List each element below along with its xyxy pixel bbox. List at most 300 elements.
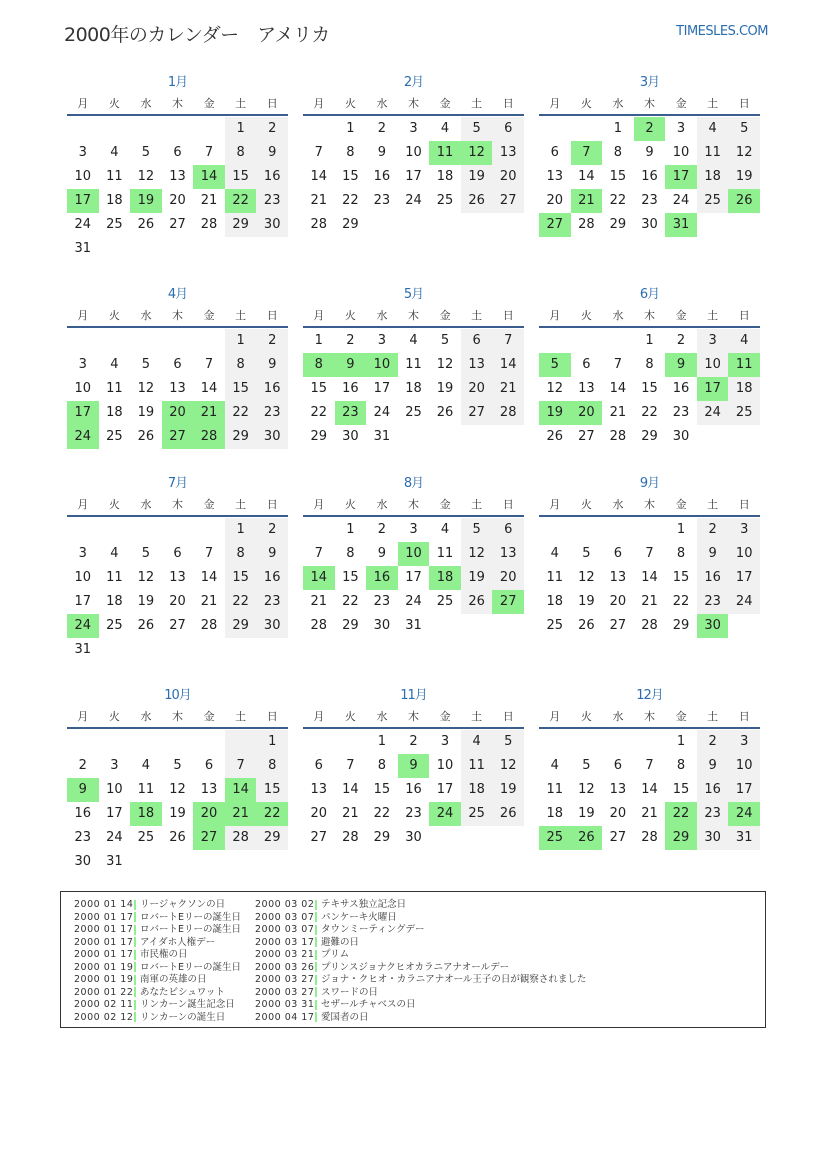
- day-cell[interactable]: 10: [106, 782, 123, 797]
- day-cell[interactable]: 15: [672, 782, 690, 797]
- day-cell[interactable]: 29: [225, 614, 257, 638]
- day-cell[interactable]: 2: [346, 333, 355, 348]
- day-cell[interactable]: 15: [342, 570, 359, 585]
- day-cell[interactable]: 5: [582, 546, 591, 561]
- day-cell[interactable]: 7: [314, 546, 323, 561]
- day-cell[interactable]: 8: [676, 546, 686, 561]
- day-cell[interactable]: 2: [409, 734, 418, 749]
- day-cell[interactable]: 31: [74, 241, 92, 256]
- day-cell[interactable]: 11: [461, 754, 493, 778]
- day-cell[interactable]: 19: [436, 381, 454, 396]
- day-cell[interactable]: 4: [409, 333, 418, 348]
- day-cell[interactable]: 28: [578, 217, 595, 232]
- day-cell[interactable]: 6: [613, 546, 623, 561]
- day-cell[interactable]: 6: [173, 145, 182, 160]
- day-cell[interactable]: 22: [641, 405, 658, 420]
- day-cell[interactable]: 24: [106, 830, 123, 845]
- day-cell[interactable]: 6: [204, 758, 214, 773]
- day-cell[interactable]: 21: [310, 193, 328, 208]
- day-cell[interactable]: 27: [609, 830, 627, 845]
- day-cell[interactable]: 23: [373, 594, 391, 609]
- day-cell[interactable]: 4: [461, 730, 493, 754]
- day-cell[interactable]: 29: [641, 429, 658, 444]
- day-cell[interactable]: 23: [373, 193, 391, 208]
- day-cell[interactable]: 24: [697, 401, 729, 425]
- day-cell[interactable]: 8: [613, 145, 623, 160]
- day-cell[interactable]: 20: [169, 594, 186, 609]
- day-cell[interactable]: 26: [461, 590, 493, 614]
- day-cell[interactable]: 1: [314, 333, 323, 348]
- day-cell[interactable]: 29: [373, 830, 391, 845]
- day-cell[interactable]: 1: [225, 329, 257, 353]
- day-cell[interactable]: 11: [106, 381, 123, 396]
- day-cell[interactable]: 19: [728, 165, 760, 189]
- day-cell[interactable]: 23: [697, 590, 729, 614]
- day-cell[interactable]: 23: [697, 802, 729, 826]
- day-cell[interactable]: 15: [225, 566, 257, 590]
- day-cell[interactable]: 26: [137, 429, 155, 444]
- holiday-day[interactable]: 28: [193, 425, 225, 449]
- day-cell[interactable]: 26: [492, 802, 524, 826]
- holiday-day[interactable]: 26: [571, 826, 603, 850]
- holiday-day[interactable]: 30: [697, 614, 729, 638]
- holiday-day[interactable]: 21: [225, 802, 257, 826]
- day-cell[interactable]: 22: [373, 806, 391, 821]
- holiday-day[interactable]: 14: [303, 566, 335, 590]
- day-cell[interactable]: 7: [346, 758, 355, 773]
- day-cell[interactable]: 12: [546, 381, 564, 396]
- day-cell[interactable]: 23: [74, 830, 92, 845]
- day-cell[interactable]: 16: [697, 778, 729, 802]
- day-cell[interactable]: 4: [440, 522, 450, 537]
- day-cell[interactable]: 3: [697, 329, 729, 353]
- day-cell[interactable]: 4: [110, 145, 119, 160]
- day-cell[interactable]: 28: [200, 618, 218, 633]
- day-cell[interactable]: 30: [672, 429, 690, 444]
- day-cell[interactable]: 20: [492, 566, 524, 590]
- day-cell[interactable]: 25: [728, 401, 760, 425]
- holiday-day[interactable]: 23: [335, 401, 367, 425]
- day-cell[interactable]: 6: [492, 518, 524, 542]
- day-cell[interactable]: 25: [106, 217, 123, 232]
- day-cell[interactable]: 1: [377, 734, 387, 749]
- day-cell[interactable]: 9: [256, 353, 288, 377]
- day-cell[interactable]: 25: [461, 802, 493, 826]
- day-cell[interactable]: 25: [436, 193, 454, 208]
- day-cell[interactable]: 7: [204, 546, 214, 561]
- day-cell[interactable]: 23: [405, 806, 422, 821]
- day-cell[interactable]: 3: [110, 758, 119, 773]
- day-cell[interactable]: 2: [697, 730, 729, 754]
- day-cell[interactable]: 24: [373, 405, 391, 420]
- holiday-day[interactable]: 9: [398, 754, 430, 778]
- day-cell[interactable]: 9: [377, 546, 387, 561]
- day-cell[interactable]: 8: [676, 758, 686, 773]
- day-cell[interactable]: 9: [697, 542, 729, 566]
- day-cell[interactable]: 4: [550, 546, 559, 561]
- holiday-day[interactable]: 18: [130, 802, 162, 826]
- day-cell[interactable]: 25: [546, 618, 564, 633]
- holiday-day[interactable]: 17: [697, 377, 729, 401]
- day-cell[interactable]: 1: [676, 734, 686, 749]
- day-cell[interactable]: 16: [256, 165, 288, 189]
- day-cell[interactable]: 8: [225, 141, 257, 165]
- day-cell[interactable]: 30: [342, 429, 359, 444]
- day-cell[interactable]: 13: [169, 381, 186, 396]
- day-cell[interactable]: 8: [645, 357, 654, 372]
- day-cell[interactable]: 16: [342, 381, 359, 396]
- day-cell[interactable]: 21: [200, 193, 218, 208]
- day-cell[interactable]: 18: [728, 377, 760, 401]
- day-cell[interactable]: 29: [342, 618, 359, 633]
- holiday-day[interactable]: 11: [429, 141, 461, 165]
- day-cell[interactable]: 26: [546, 429, 564, 444]
- day-cell[interactable]: 15: [342, 169, 359, 184]
- holiday-day[interactable]: 20: [193, 802, 225, 826]
- day-cell[interactable]: 15: [225, 165, 257, 189]
- day-cell[interactable]: 7: [645, 758, 654, 773]
- day-cell[interactable]: 23: [256, 590, 288, 614]
- day-cell[interactable]: 22: [225, 401, 257, 425]
- day-cell[interactable]: 21: [342, 806, 359, 821]
- day-cell[interactable]: 8: [346, 546, 355, 561]
- day-cell[interactable]: 28: [310, 618, 328, 633]
- day-cell[interactable]: 12: [137, 570, 155, 585]
- holiday-day[interactable]: 17: [665, 165, 697, 189]
- day-cell[interactable]: 15: [609, 169, 627, 184]
- day-cell[interactable]: 16: [74, 806, 92, 821]
- day-cell[interactable]: 24: [672, 193, 690, 208]
- day-cell[interactable]: 31: [373, 429, 391, 444]
- holiday-day[interactable]: 21: [571, 189, 603, 213]
- day-cell[interactable]: 18: [436, 169, 454, 184]
- day-cell[interactable]: 4: [550, 758, 559, 773]
- day-cell[interactable]: 3: [728, 518, 760, 542]
- day-cell[interactable]: 26: [436, 405, 454, 420]
- day-cell[interactable]: 19: [578, 806, 595, 821]
- day-cell[interactable]: 6: [492, 117, 524, 141]
- day-cell[interactable]: 13: [169, 169, 186, 184]
- day-cell[interactable]: 3: [728, 730, 760, 754]
- day-cell[interactable]: 17: [728, 778, 760, 802]
- day-cell[interactable]: 29: [342, 217, 359, 232]
- day-cell[interactable]: 10: [672, 145, 690, 160]
- day-cell[interactable]: 3: [78, 357, 87, 372]
- holiday-day[interactable]: 20: [571, 401, 603, 425]
- day-cell[interactable]: 27: [310, 830, 328, 845]
- holiday-day[interactable]: 24: [67, 425, 99, 449]
- day-cell[interactable]: 1: [256, 730, 288, 754]
- day-cell[interactable]: 29: [609, 217, 627, 232]
- day-cell[interactable]: 13: [492, 141, 524, 165]
- day-cell[interactable]: 3: [440, 734, 450, 749]
- day-cell[interactable]: 1: [225, 518, 257, 542]
- day-cell[interactable]: 30: [697, 826, 729, 850]
- day-cell[interactable]: 9: [645, 145, 654, 160]
- day-cell[interactable]: 5: [461, 518, 493, 542]
- day-cell[interactable]: 3: [78, 145, 87, 160]
- day-cell[interactable]: 1: [225, 117, 257, 141]
- day-cell[interactable]: 28: [641, 618, 658, 633]
- day-cell[interactable]: 18: [546, 594, 564, 609]
- holiday-day[interactable]: 9: [67, 778, 99, 802]
- day-cell[interactable]: 23: [641, 193, 658, 208]
- day-cell[interactable]: 30: [256, 614, 288, 638]
- day-cell[interactable]: 14: [641, 570, 658, 585]
- holiday-day[interactable]: 24: [728, 802, 760, 826]
- day-cell[interactable]: 2: [697, 518, 729, 542]
- day-cell[interactable]: 8: [346, 145, 355, 160]
- day-cell[interactable]: 18: [546, 806, 564, 821]
- day-cell[interactable]: 27: [461, 401, 493, 425]
- day-cell[interactable]: 4: [697, 117, 729, 141]
- day-cell[interactable]: 13: [310, 782, 328, 797]
- holiday-day[interactable]: 9: [665, 353, 697, 377]
- day-cell[interactable]: 13: [578, 381, 595, 396]
- holiday-day[interactable]: 22: [665, 802, 697, 826]
- day-cell[interactable]: 31: [728, 826, 760, 850]
- day-cell[interactable]: 28: [641, 830, 658, 845]
- day-cell[interactable]: 1: [346, 121, 355, 136]
- day-cell[interactable]: 25: [436, 594, 454, 609]
- day-cell[interactable]: 30: [641, 217, 658, 232]
- day-cell[interactable]: 12: [137, 381, 155, 396]
- day-cell[interactable]: 11: [106, 570, 123, 585]
- day-cell[interactable]: 25: [137, 830, 155, 845]
- day-cell[interactable]: 26: [169, 830, 186, 845]
- day-cell[interactable]: 27: [578, 429, 595, 444]
- day-cell[interactable]: 7: [204, 145, 214, 160]
- day-cell[interactable]: 12: [492, 754, 524, 778]
- day-cell[interactable]: 17: [373, 381, 391, 396]
- holiday-day[interactable]: 7: [571, 141, 603, 165]
- day-cell[interactable]: 6: [173, 546, 182, 561]
- day-cell[interactable]: 17: [405, 570, 422, 585]
- day-cell[interactable]: 13: [492, 542, 524, 566]
- day-cell[interactable]: 14: [641, 782, 658, 797]
- day-cell[interactable]: 14: [492, 353, 524, 377]
- day-cell[interactable]: 24: [405, 594, 422, 609]
- holiday-day[interactable]: 2: [634, 117, 666, 141]
- day-cell[interactable]: 1: [346, 522, 355, 537]
- day-cell[interactable]: 6: [613, 758, 623, 773]
- day-cell[interactable]: 19: [169, 806, 186, 821]
- day-cell[interactable]: 21: [310, 594, 328, 609]
- holiday-day[interactable]: 31: [665, 213, 697, 237]
- day-cell[interactable]: 21: [641, 806, 658, 821]
- holiday-day[interactable]: 10: [366, 353, 398, 377]
- day-cell[interactable]: 15: [256, 778, 288, 802]
- day-cell[interactable]: 27: [492, 189, 524, 213]
- day-cell[interactable]: 5: [173, 758, 182, 773]
- day-cell[interactable]: 5: [582, 758, 591, 773]
- day-cell[interactable]: 25: [697, 189, 729, 213]
- day-cell[interactable]: 10: [74, 570, 92, 585]
- day-cell[interactable]: 16: [256, 377, 288, 401]
- holiday-day[interactable]: 19: [130, 189, 162, 213]
- brand-logo[interactable]: TIMESLES.COM: [676, 24, 768, 39]
- day-cell[interactable]: 5: [492, 730, 524, 754]
- day-cell[interactable]: 7: [613, 357, 623, 372]
- day-cell[interactable]: 6: [461, 329, 493, 353]
- day-cell[interactable]: 19: [492, 778, 524, 802]
- holiday-day[interactable]: 14: [225, 778, 257, 802]
- holiday-day[interactable]: 17: [67, 189, 99, 213]
- holiday-day[interactable]: 10: [398, 542, 430, 566]
- day-cell[interactable]: 18: [405, 381, 422, 396]
- day-cell[interactable]: 7: [645, 546, 654, 561]
- day-cell[interactable]: 19: [137, 594, 155, 609]
- day-cell[interactable]: 22: [225, 590, 257, 614]
- holiday-day[interactable]: 26: [728, 189, 760, 213]
- day-cell[interactable]: 11: [405, 357, 422, 372]
- day-cell[interactable]: 12: [137, 169, 155, 184]
- day-cell[interactable]: 10: [697, 353, 729, 377]
- day-cell[interactable]: 17: [405, 169, 422, 184]
- day-cell[interactable]: 23: [672, 405, 690, 420]
- day-cell[interactable]: 10: [74, 169, 92, 184]
- day-cell[interactable]: 24: [728, 590, 760, 614]
- day-cell[interactable]: 13: [609, 570, 627, 585]
- day-cell[interactable]: 10: [728, 754, 760, 778]
- day-cell[interactable]: 11: [436, 546, 454, 561]
- day-cell[interactable]: 10: [74, 381, 92, 396]
- day-cell[interactable]: 17: [728, 566, 760, 590]
- day-cell[interactable]: 20: [461, 377, 493, 401]
- day-cell[interactable]: 14: [200, 381, 218, 396]
- day-cell[interactable]: 24: [405, 193, 422, 208]
- day-cell[interactable]: 5: [141, 546, 151, 561]
- day-cell[interactable]: 26: [137, 217, 155, 232]
- day-cell[interactable]: 31: [405, 618, 422, 633]
- day-cell[interactable]: 29: [225, 213, 257, 237]
- day-cell[interactable]: 22: [342, 193, 359, 208]
- holiday-day[interactable]: 9: [335, 353, 367, 377]
- day-cell[interactable]: 16: [373, 169, 391, 184]
- day-cell[interactable]: 16: [672, 381, 690, 396]
- day-cell[interactable]: 22: [310, 405, 328, 420]
- day-cell[interactable]: 18: [461, 778, 493, 802]
- day-cell[interactable]: 21: [492, 377, 524, 401]
- day-cell[interactable]: 26: [137, 618, 155, 633]
- holiday-day[interactable]: 25: [539, 826, 571, 850]
- day-cell[interactable]: 30: [373, 618, 391, 633]
- holiday-day[interactable]: 24: [429, 802, 461, 826]
- day-cell[interactable]: 10: [436, 758, 454, 773]
- holiday-day[interactable]: 19: [539, 401, 571, 425]
- day-cell[interactable]: 8: [377, 758, 387, 773]
- day-cell[interactable]: 9: [377, 145, 387, 160]
- day-cell[interactable]: 5: [141, 145, 151, 160]
- day-cell[interactable]: 20: [310, 806, 328, 821]
- day-cell[interactable]: 12: [436, 357, 454, 372]
- day-cell[interactable]: 8: [225, 353, 257, 377]
- day-cell[interactable]: 11: [106, 169, 123, 184]
- day-cell[interactable]: 21: [609, 405, 627, 420]
- holiday-day[interactable]: 17: [67, 401, 99, 425]
- day-cell[interactable]: 13: [200, 782, 218, 797]
- day-cell[interactable]: 28: [200, 217, 218, 232]
- day-cell[interactable]: 4: [110, 546, 119, 561]
- day-cell[interactable]: 15: [373, 782, 391, 797]
- holiday-day[interactable]: 5: [539, 353, 571, 377]
- day-cell[interactable]: 14: [310, 169, 328, 184]
- day-cell[interactable]: 6: [314, 758, 323, 773]
- day-cell[interactable]: 2: [256, 117, 288, 141]
- day-cell[interactable]: 11: [546, 782, 564, 797]
- day-cell[interactable]: 14: [609, 381, 627, 396]
- day-cell[interactable]: 11: [697, 141, 729, 165]
- day-cell[interactable]: 30: [74, 854, 92, 869]
- day-cell[interactable]: 5: [461, 117, 493, 141]
- day-cell[interactable]: 1: [645, 333, 654, 348]
- day-cell[interactable]: 18: [106, 193, 123, 208]
- day-cell[interactable]: 7: [314, 145, 323, 160]
- day-cell[interactable]: 2: [256, 329, 288, 353]
- day-cell[interactable]: 13: [169, 570, 186, 585]
- day-cell[interactable]: 5: [141, 357, 151, 372]
- day-cell[interactable]: 28: [310, 217, 328, 232]
- day-cell[interactable]: 30: [256, 425, 288, 449]
- day-cell[interactable]: 12: [169, 782, 186, 797]
- day-cell[interactable]: 6: [550, 145, 559, 160]
- day-cell[interactable]: 2: [256, 518, 288, 542]
- holiday-day[interactable]: 27: [162, 425, 194, 449]
- holiday-day[interactable]: 24: [67, 614, 99, 638]
- day-cell[interactable]: 5: [440, 333, 450, 348]
- day-cell[interactable]: 4: [110, 357, 119, 372]
- holiday-day[interactable]: 27: [539, 213, 571, 237]
- day-cell[interactable]: 20: [492, 165, 524, 189]
- day-cell[interactable]: 21: [200, 594, 218, 609]
- day-cell[interactable]: 1: [676, 522, 686, 537]
- holiday-day[interactable]: 11: [728, 353, 760, 377]
- day-cell[interactable]: 12: [728, 141, 760, 165]
- day-cell[interactable]: 12: [578, 782, 595, 797]
- day-cell[interactable]: 2: [78, 758, 87, 773]
- day-cell[interactable]: 17: [106, 806, 123, 821]
- day-cell[interactable]: 12: [461, 542, 493, 566]
- day-cell[interactable]: 3: [377, 333, 387, 348]
- day-cell[interactable]: 22: [672, 594, 690, 609]
- day-cell[interactable]: 25: [106, 618, 123, 633]
- day-cell[interactable]: 28: [225, 826, 257, 850]
- holiday-day[interactable]: 14: [193, 165, 225, 189]
- day-cell[interactable]: 28: [492, 401, 524, 425]
- day-cell[interactable]: 23: [256, 189, 288, 213]
- day-cell[interactable]: 26: [578, 618, 595, 633]
- day-cell[interactable]: 4: [141, 758, 151, 773]
- day-cell[interactable]: 11: [546, 570, 564, 585]
- day-cell[interactable]: 7: [492, 329, 524, 353]
- day-cell[interactable]: 13: [546, 169, 564, 184]
- holiday-day[interactable]: 27: [492, 590, 524, 614]
- holiday-day[interactable]: 20: [162, 401, 194, 425]
- holiday-day[interactable]: 16: [366, 566, 398, 590]
- day-cell[interactable]: 29: [256, 826, 288, 850]
- day-cell[interactable]: 2: [676, 333, 686, 348]
- day-cell[interactable]: 30: [405, 830, 422, 845]
- day-cell[interactable]: 21: [641, 594, 658, 609]
- day-cell[interactable]: 16: [641, 169, 658, 184]
- day-cell[interactable]: 20: [546, 193, 564, 208]
- day-cell[interactable]: 5: [728, 117, 760, 141]
- day-cell[interactable]: 29: [310, 429, 328, 444]
- day-cell[interactable]: 4: [728, 329, 760, 353]
- day-cell[interactable]: 31: [74, 642, 92, 657]
- day-cell[interactable]: 3: [409, 522, 418, 537]
- day-cell[interactable]: 25: [405, 405, 422, 420]
